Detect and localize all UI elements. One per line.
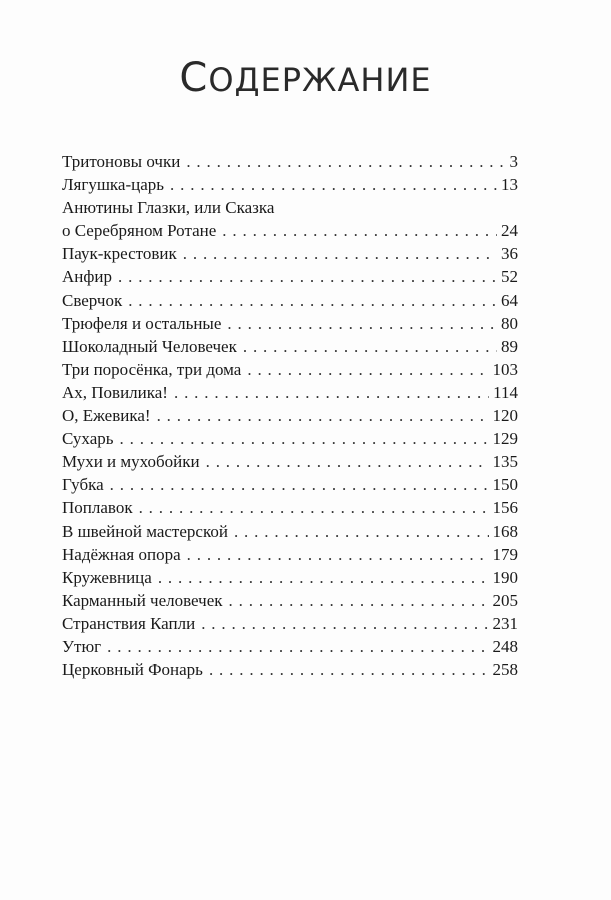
toc-entry-title: Сухарь [62, 429, 114, 449]
dot-leader [247, 358, 488, 381]
toc-entry-page-number: 248 [492, 636, 518, 656]
toc-entry-page-number: 150 [492, 475, 518, 495]
toc-entry [62, 242, 518, 265]
toc-entry [62, 520, 518, 543]
toc-entry-title: Три поросёнка, три дома [62, 359, 242, 379]
toc-entry [62, 335, 518, 358]
page-title [0, 52, 611, 106]
toc-entry-title: Трюфеля и остальные [62, 313, 222, 333]
dot-leader [183, 242, 497, 265]
dot-leader [209, 658, 489, 681]
toc-entry-page-number: 52 [501, 267, 518, 287]
dot-leader [170, 173, 497, 196]
toc-entry-page-number: 156 [492, 498, 518, 518]
dot-leader [118, 265, 497, 288]
dot-leader [229, 589, 489, 612]
toc-entry-page-number: 258 [492, 660, 518, 680]
toc-entry [62, 265, 518, 288]
dot-leader [139, 496, 489, 519]
toc-entry-page-number: 89 [501, 336, 518, 356]
toc-entry-title: о Серебряном Ротане [62, 221, 217, 241]
dot-leader [128, 289, 497, 312]
toc-entry-page-number: 3 [509, 152, 518, 171]
toc-entry-title: Надёжная опора [62, 544, 181, 564]
toc-entry-title: Карманный человечек [62, 590, 223, 610]
dot-leader [227, 312, 497, 335]
dot-leader [243, 335, 497, 358]
toc-entry-page-number: 179 [492, 544, 518, 564]
toc-entry-title: Анфир [62, 267, 112, 287]
toc-entry-title: О, Ежевика! [62, 406, 151, 426]
toc-entry-title: Поплавок [62, 498, 133, 518]
toc-entry [62, 150, 518, 173]
toc-entry-title: Утюг [62, 636, 102, 656]
dot-leader [107, 635, 488, 658]
toc-entry-title: Губка [62, 475, 104, 495]
toc-entry [62, 358, 518, 381]
toc-entry [62, 219, 518, 242]
dot-leader [234, 520, 489, 543]
toc-entry-page-number: 120 [492, 406, 518, 426]
toc-entry-title: Церковный Фонарь [62, 660, 203, 680]
dot-leader [158, 566, 489, 589]
toc-entry-page-number: 168 [492, 521, 518, 541]
toc-entry [62, 496, 518, 519]
dot-leader [187, 543, 489, 566]
toc-entry-title: Ах, Повилика! [62, 382, 168, 402]
dot-leader [110, 473, 489, 496]
toc-entry-page-number: 205 [492, 590, 518, 610]
toc-entry-page-number: 231 [492, 613, 518, 633]
toc-entry-page-number: 24 [501, 221, 518, 241]
dot-leader [201, 612, 488, 635]
toc-entry-title: Тритоновы очки [62, 152, 181, 171]
toc-entry-page-number: 64 [501, 290, 518, 310]
toc-entry [62, 543, 518, 566]
toc-entry-page-number: 129 [492, 429, 518, 449]
toc-entry-page-number: 190 [492, 567, 518, 587]
dot-leader [174, 381, 489, 404]
toc-entry-title: Странствия Капли [62, 613, 196, 633]
toc-entry [62, 566, 518, 589]
toc-entry [62, 173, 518, 196]
toc-entry-page-number: 114 [493, 382, 518, 402]
dot-leader [120, 427, 489, 450]
toc-entry [62, 312, 518, 335]
toc-entry [62, 404, 518, 427]
toc-entry-title: Лягушка-царь [62, 175, 165, 195]
dot-leader [222, 219, 497, 242]
toc-entry-title: В швейной мастерской [62, 521, 228, 541]
toc-entry-page-number: 36 [501, 244, 518, 264]
toc-entry [62, 589, 518, 612]
toc-entry [62, 450, 518, 473]
toc-entry [62, 635, 518, 658]
toc-entry-lead: Анютины Глазки, или Сказка [62, 198, 275, 218]
toc-entry-page-number: 135 [492, 452, 518, 472]
toc-entry-page-number: 80 [501, 313, 518, 333]
toc-entry [62, 289, 518, 312]
toc-entry [62, 612, 518, 635]
toc-entry-page-number: 103 [492, 359, 518, 379]
toc-entry-page-number: 13 [501, 175, 518, 195]
toc-entry [62, 658, 518, 681]
toc-entry-title: Кружевница [62, 567, 152, 587]
toc-entry [62, 473, 518, 496]
toc-entry-title: Шоколадный Человечек [62, 336, 237, 356]
dot-leader [157, 404, 489, 427]
dot-leader [206, 450, 489, 473]
toc-entry [62, 427, 518, 450]
toc-entry-title: Паук-крестовик [62, 244, 177, 264]
toc-entry [62, 381, 518, 404]
toc-entry-title: Сверчок [62, 290, 123, 310]
dot-leader [186, 150, 505, 173]
table-of-contents [62, 150, 518, 681]
toc-entry-title: Мухи и мухобойки [62, 452, 200, 472]
page-title-text: СОДЕРЖАНИЕ [179, 55, 432, 101]
